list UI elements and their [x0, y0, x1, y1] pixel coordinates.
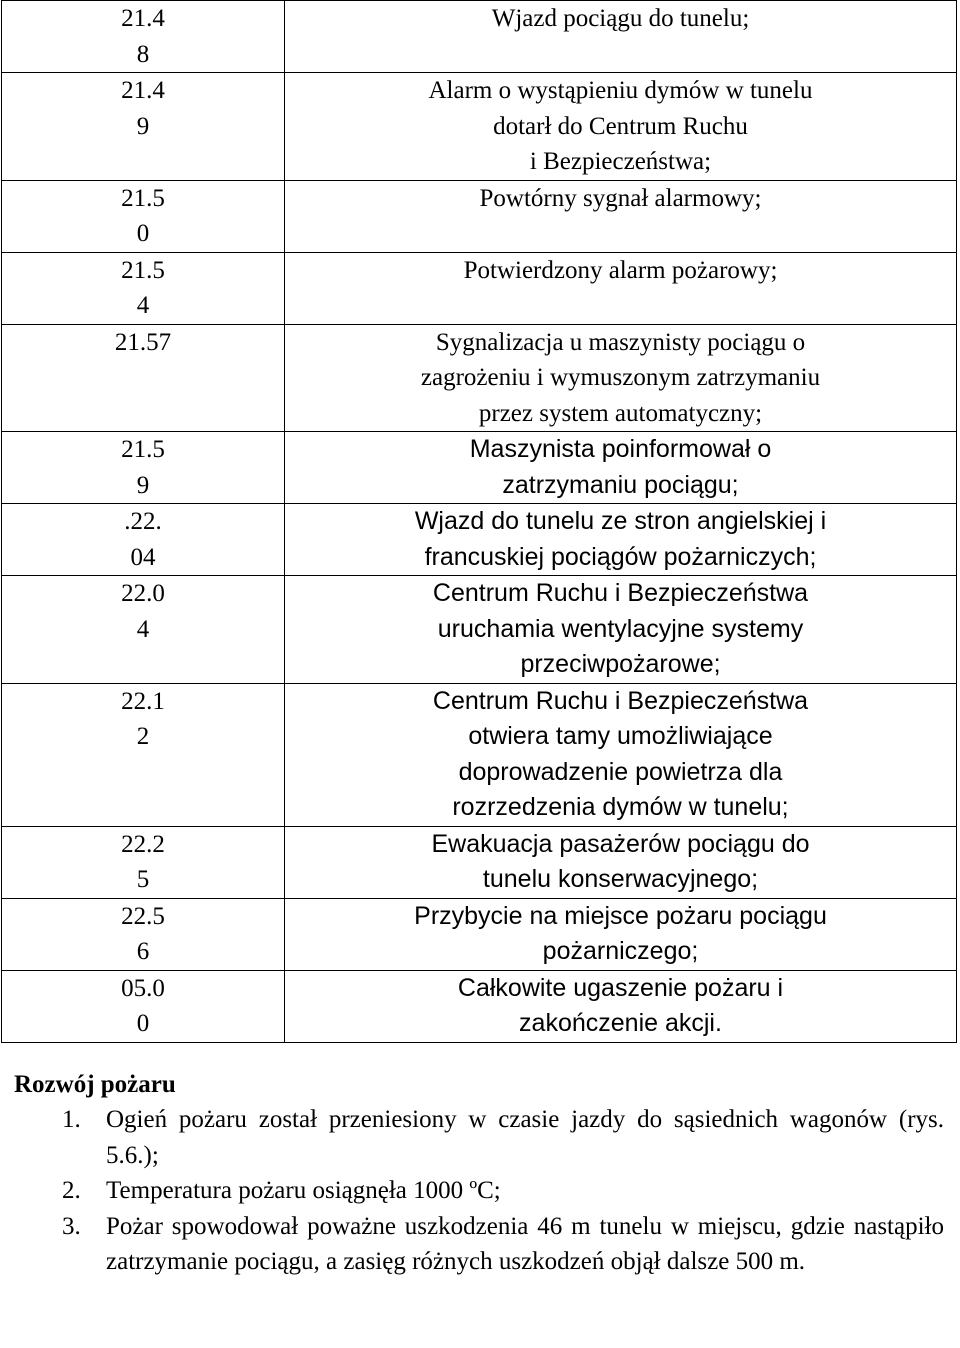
event-cell: Centrum Ruchu i Bezpieczeństwa otwiera tamy umożliwiające doprowadzenie powietrza dla rozrzedzenia dymów w tunelu;: [285, 683, 957, 826]
timeline-table: [1, 0, 957, 1043]
table-row: [2, 683, 957, 826]
event-cell: Alarm o wystąpieniu dymów w tunelu dotarł do Centrum Ruchu i Bezpieczeństwa;: [285, 73, 957, 181]
time-cell: 22.5 6: [2, 898, 285, 970]
table-row: [2, 1, 957, 73]
event-cell: Potwierdzony alarm pożarowy;: [285, 252, 957, 324]
event-cell: Wjazd do tunelu ze stron angielskiej i francuskiej pociągów pożarniczych;: [285, 504, 957, 576]
event-cell: Przybycie na miejsce pożaru pociągu pożarniczego;: [285, 898, 957, 970]
table-row: [2, 576, 957, 684]
time-cell: 21.57: [2, 324, 285, 432]
time-cell: 21.4 8: [2, 1, 285, 73]
time-cell: 22.2 5: [2, 826, 285, 898]
event-cell: Całkowite ugaszenie pożaru i zakończenie akcji.: [285, 970, 957, 1042]
table-row: [2, 826, 957, 898]
table-row: [2, 504, 957, 576]
time-cell: 21.4 9: [2, 73, 285, 181]
table-row: [2, 252, 957, 324]
list-number: 1.: [62, 1106, 81, 1133]
table-row: [2, 324, 957, 432]
list-text: Pożar spowodował poważne uszkodzenia 46 m tunelu w miejscu, gdzie nastąpiło zatrzymanie pociągu, a zasięg różnych uszkodzeń objął dalsze 500 m.: [106, 1212, 944, 1275]
list-number: 3.: [62, 1212, 81, 1240]
time-cell: 22.0 4: [2, 576, 285, 684]
event-cell: Sygnalizacja u maszynisty pociągu o zagrożeniu i wymuszonym zatrzymaniu przez system automatyczny;: [285, 324, 957, 432]
list-item: [0, 1102, 944, 1173]
event-cell: Maszynista poinformował o zatrzymaniu pociągu;: [285, 432, 957, 504]
event-cell: Powtórny sygnał alarmowy;: [285, 180, 957, 252]
table-row: [2, 432, 957, 504]
list-text: Temperatura pożaru osiągnęła 1000 ºC;: [106, 1177, 501, 1204]
time-cell: 05.0 0: [2, 970, 285, 1042]
time-cell: 21.5 9: [2, 432, 285, 504]
event-cell: Centrum Ruchu i Bezpieczeństwa uruchamia wentylacyjne systemy przeciwpożarowe;: [285, 576, 957, 684]
event-cell: Wjazd pociągu do tunelu;: [285, 1, 957, 73]
table-row: [2, 898, 957, 970]
fire-development-list: [0, 1102, 944, 1280]
list-item: [0, 1173, 944, 1209]
list-item: [0, 1209, 944, 1280]
list-text: Ogień pożaru został przeniesiony w czasie jazdy do sąsiednich wagonów (rys. 5.6.);: [106, 1106, 944, 1169]
event-cell: Ewakuacja pasażerów pociągu do tunelu konserwacyjnego;: [285, 826, 957, 898]
time-cell: 21.5 0: [2, 180, 285, 252]
table-row: [2, 970, 957, 1042]
time-cell: 21.5 4: [2, 252, 285, 324]
table-row: [2, 73, 957, 181]
table-row: [2, 180, 957, 252]
list-number: 2.: [62, 1177, 81, 1204]
section-title: Rozwój pożaru: [14, 1071, 176, 1098]
time-cell: .22. 04: [2, 504, 285, 576]
time-cell: 22.1 2: [2, 683, 285, 826]
